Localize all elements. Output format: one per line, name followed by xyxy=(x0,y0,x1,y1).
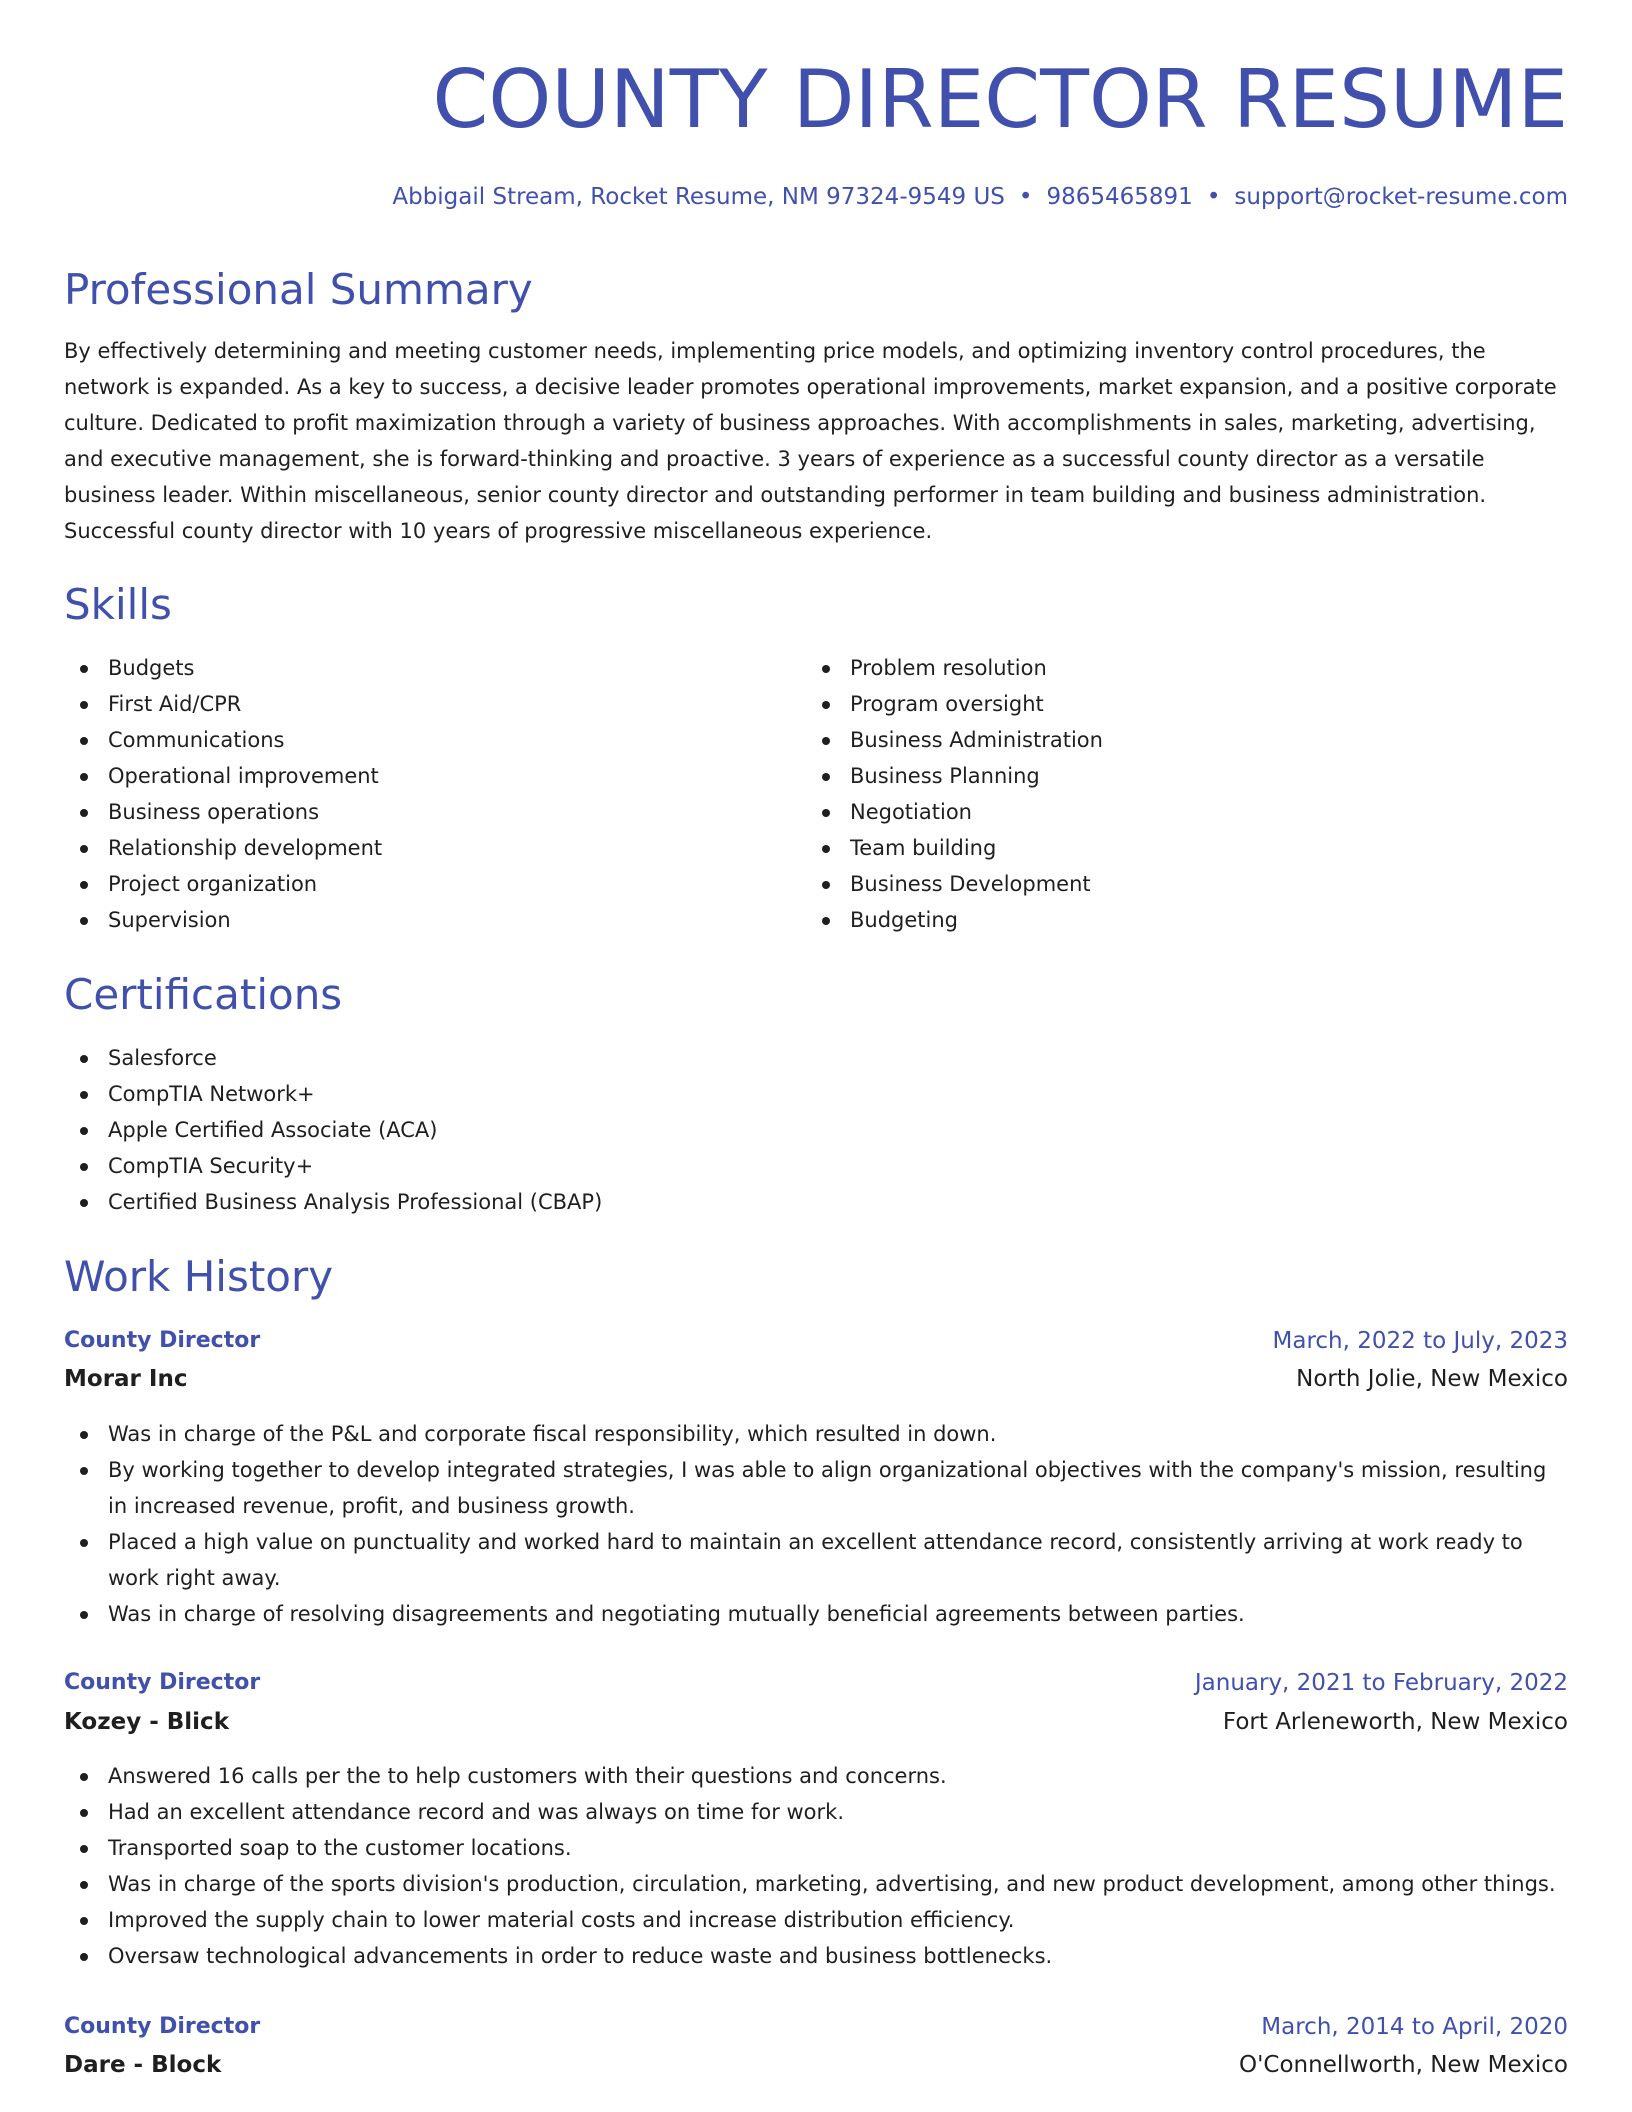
skill-item: Business operations xyxy=(64,794,804,830)
skill-item: Team building xyxy=(806,830,1546,866)
job-bullet: Had an excellent attendance record and was always on time for work. xyxy=(64,1794,1568,1830)
job-location: Fort Arleneworth, New Mexico xyxy=(1222,1709,1568,1735)
contact-separator: • xyxy=(1018,184,1033,210)
summary-text: By effectively determining and meeting customer needs, implementing price models, and optimizing inventory control procedures, the network is expanded. As a key to success, a decisive leader promotes operational improvements, market expansion, and a positive corporate culture. Dedicated to profit maximization through a variety of business approaches. With accomplishments in sales, marketing, advertising, and executive management, she is forward-thinking and proactive. 3 years of experience as a successful county director as a versatile business leader. Within miscellaneous, senior county director and outstanding performer in team building and business administration. Successful county director with 10 years of progressive miscellaneous experience. xyxy=(64,339,1557,543)
certification-item: CompTIA Security+ xyxy=(64,1148,1568,1184)
skill-item: Program oversight xyxy=(806,686,1546,722)
job-bullets xyxy=(64,1416,1568,1632)
job-title: County Director xyxy=(64,1328,261,1353)
job-bullet: Oversaw technological advancements in order to reduce waste and business bottlenecks. xyxy=(64,1938,1568,1974)
skill-item: Business Planning xyxy=(806,758,1546,794)
contact-separator: • xyxy=(1206,184,1221,210)
skill-item: Budgets xyxy=(64,650,804,686)
job-dates: March, 2022 to July, 2023 xyxy=(1272,1328,1568,1354)
skill-item: Negotiation xyxy=(806,794,1546,830)
job-bullet: Was in charge of the P&L and corporate fiscal responsibility, which resulted in down. xyxy=(64,1416,1568,1452)
skill-item: Project organization xyxy=(64,866,804,902)
job-bullet: By working together to develop integrated strategies, I was able to align organizational objectives with the company's mission, resulting in increased revenue, profit, and business growth. xyxy=(64,1452,1568,1524)
skill-item: Budgeting xyxy=(806,902,1546,938)
job-dates: March, 2014 to April, 2020 xyxy=(1261,2014,1568,2040)
skills-heading: Skills xyxy=(64,580,172,629)
work-history-heading: Work History xyxy=(64,1252,334,1301)
job-bullet: Transported soap to the customer locations. xyxy=(64,1830,1568,1866)
skill-item: Problem resolution xyxy=(806,650,1546,686)
summary-heading: Professional Summary xyxy=(64,265,533,314)
job-location: North Jolie, New Mexico xyxy=(1296,1366,1568,1392)
skills-list-right xyxy=(806,650,1546,938)
contact-email: support@rocket-resume.com xyxy=(1234,184,1568,210)
certification-item: Salesforce xyxy=(64,1040,1568,1076)
job-bullet: Was in charge of resolving disagreements and negotiating mutually beneficial agreements between parties. xyxy=(64,1596,1568,1632)
contact-line xyxy=(392,180,1568,214)
job-bullet: Placed a high value on punctuality and worked hard to maintain an excellent attendance record, consistently arriving at work ready to work right away. xyxy=(64,1524,1568,1596)
resume-title: COUNTY DIRECTOR RESUME xyxy=(432,53,1568,146)
skill-item: First Aid/CPR xyxy=(64,686,804,722)
skill-item: Relationship development xyxy=(64,830,804,866)
certifications-heading: Certifications xyxy=(64,970,343,1019)
job-title: County Director xyxy=(64,2014,261,2039)
skill-item: Communications xyxy=(64,722,804,758)
job-company: Morar Inc xyxy=(64,1366,188,1392)
certifications-list xyxy=(64,1040,1568,1220)
job-location: O'Connellworth, New Mexico xyxy=(1239,2052,1568,2078)
job-company: Dare - Block xyxy=(64,2052,222,2078)
skills-list-left xyxy=(64,650,804,938)
contact-phone: 9865465891 xyxy=(1046,184,1193,210)
skill-item: Business Administration xyxy=(806,722,1546,758)
certification-item: Apple Certified Associate (ACA) xyxy=(64,1112,1568,1148)
job-title: County Director xyxy=(64,1670,261,1695)
contact-address: Abbigail Stream, Rocket Resume, NM 97324-9549 US xyxy=(392,184,1005,210)
skill-item: Supervision xyxy=(64,902,804,938)
job-bullets xyxy=(64,1758,1568,1974)
skill-item: Business Development xyxy=(806,866,1546,902)
certification-item: Certified Business Analysis Professional (CBAP) xyxy=(64,1184,1568,1220)
job-bullet: Answered 16 calls per the to help customers with their questions and concerns. xyxy=(64,1758,1568,1794)
skill-item: Operational improvement xyxy=(64,758,804,794)
certification-item: CompTIA Network+ xyxy=(64,1076,1568,1112)
job-bullet: Was in charge of the sports division's production, circulation, marketing, advertising, and new product development, among other things. xyxy=(64,1866,1568,1902)
job-company: Kozey - Blick xyxy=(64,1709,229,1735)
job-dates: January, 2021 to February, 2022 xyxy=(1194,1670,1568,1696)
job-bullet: Improved the supply chain to lower material costs and increase distribution efficiency. xyxy=(64,1902,1568,1938)
